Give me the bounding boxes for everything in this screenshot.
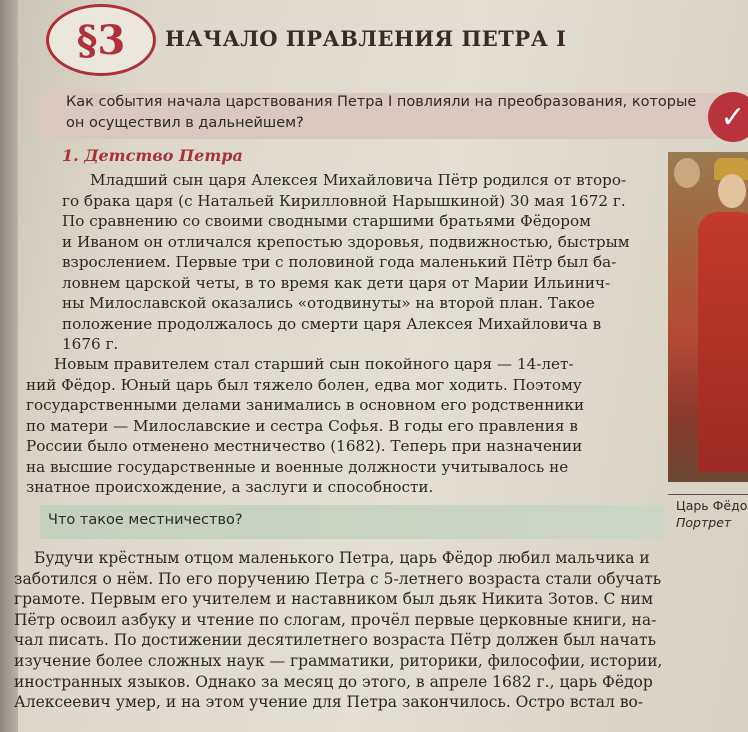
chapter-question	[66, 92, 706, 134]
paragraph-childhood	[62, 170, 652, 355]
checkmark-icon: ✓	[708, 92, 748, 142]
text-line: ловнем царской четы, в то время как дети царя от Марии Ильинич-	[62, 273, 611, 292]
tsar-portrait-image	[668, 152, 748, 482]
text-line: го брака царя (с Натальей Кирилловной Нарышкиной) 30 мая 1672 г.	[62, 191, 626, 210]
text-line: Новым правителем стал старший сын покойного царя — 14-лет-	[54, 355, 574, 373]
portrait-caption-title: Царь Фёдо	[676, 498, 748, 513]
side-question: Что такое местничество?	[48, 512, 243, 528]
portrait-robe	[698, 212, 748, 472]
text-line: заботился о нём. По его поручению Петра с 5-летнего возраста стали обучать	[14, 569, 662, 588]
text-line: грамоте. Первым его учителем и наставником был дьяк Никита Зотов. С ним	[14, 590, 654, 609]
paragraph-fyodor	[26, 354, 656, 498]
portrait-face	[718, 174, 746, 208]
subsection-title: 1. Детство Петра	[62, 146, 243, 165]
text-line: По сравнению со своими сводными старшими братьями Фёдором	[62, 212, 591, 230]
text-line: изучение более сложных наук — грамматики, риторики, философии, истории,	[14, 651, 663, 670]
text-line: на высшие государственные и военные должности учитывалось не	[26, 457, 569, 476]
text-line: ний Фёдор. Юный царь был тяжело болен, едва мог ходить. Поэтому	[26, 375, 582, 394]
icon-face	[674, 158, 700, 188]
text-line: Младший сын царя Алексея Михайловича Пётр родился от второ-	[90, 171, 627, 189]
text-line: 1676 г.	[62, 335, 119, 353]
paragraph-education	[14, 548, 744, 713]
text-line: ны Милославской оказались «отодвинуты» на второй план. Такое	[62, 294, 595, 312]
question-line: он осуществил в дальнейшем?	[66, 115, 304, 131]
text-line: чал писать. По достижении десятилетнего возраста Пётр должен был начать	[14, 631, 657, 650]
caption-divider	[668, 494, 748, 495]
text-line: Алексеевич умер, и на этом учение для Петра закончилось. Остро встал во-	[14, 693, 644, 712]
text-line: Пётр освоил азбуку и чтение по слогам, прочёл первые церковные книги, на-	[14, 610, 657, 629]
section-number-badge: §3	[46, 4, 156, 76]
chapter-title: НАЧАЛО ПРАВЛЕНИЯ ПЕТРА I	[165, 26, 567, 51]
text-line: государственными делами занимались в основном его родственники	[26, 396, 585, 414]
text-line: России было отменено местничество (1682). Теперь при назначении	[26, 437, 583, 455]
text-line: положение продолжалось до смерти царя Алексея Михайловича в	[62, 314, 602, 333]
portrait-caption-subtitle: Портрет	[676, 515, 732, 530]
text-line: по матери — Милославские и сестра Софья. В годы его правления в	[26, 416, 578, 435]
text-line: иностранных языков. Однако за месяц до этого, в апреле 1682 г., царь Фёдор	[14, 672, 653, 691]
question-line: Как события начала царствования Петра I повлияли на преобразования, которые	[66, 94, 697, 110]
text-line: и Иваном он отличался крепостью здоровья, подвижностью, быстрым	[62, 232, 630, 251]
text-line: знатное происхождение, а заслуги и способности.	[26, 478, 434, 496]
text-line: взрослением. Первые три с половиной года маленький Пётр был ба-	[62, 253, 617, 271]
text-line: Будучи крёстным отцом маленького Петра, царь Фёдор любил мальчика и	[34, 549, 650, 567]
